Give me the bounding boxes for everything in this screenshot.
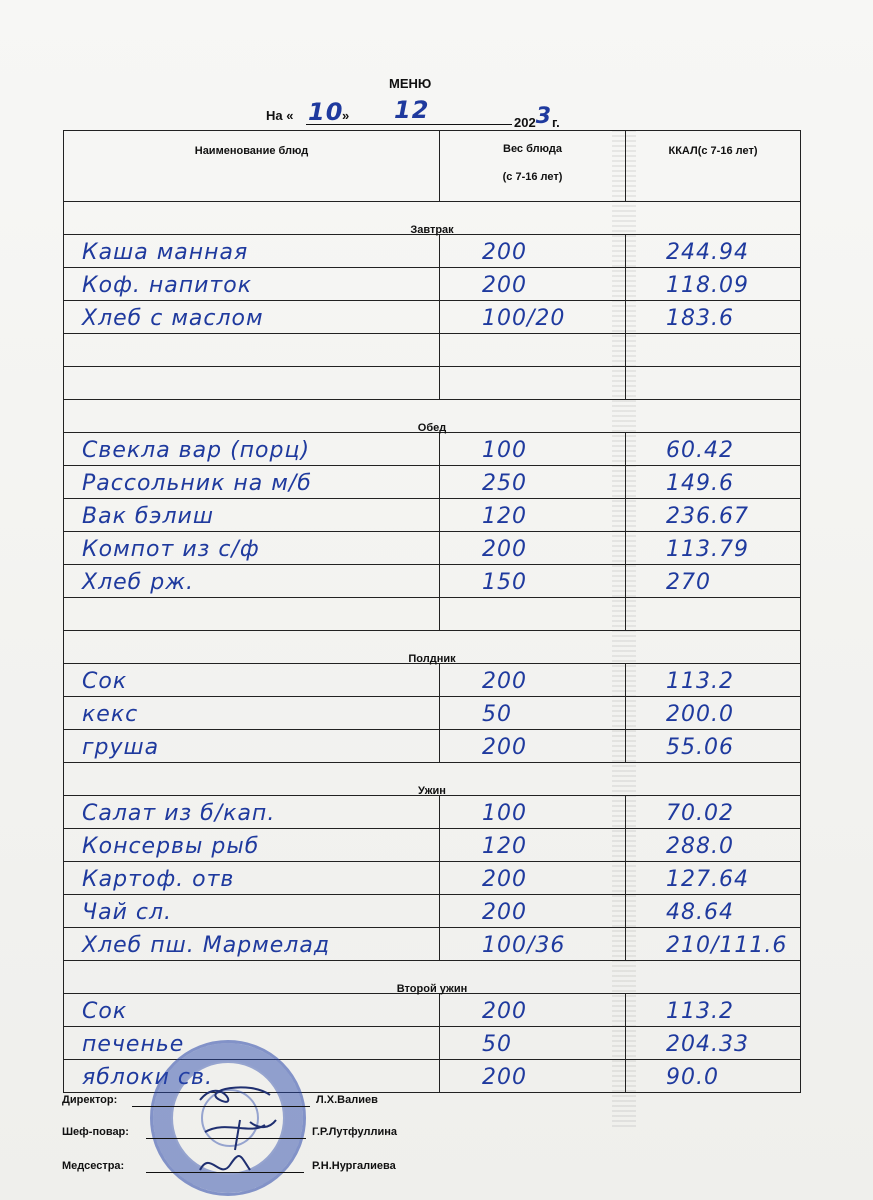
dish-name: Вак бэлиш (82, 504, 214, 529)
dish-weight: 120 (482, 504, 527, 529)
table-row (64, 1027, 801, 1060)
dish-kcal: 113.2 (666, 999, 734, 1024)
table-row (64, 862, 801, 895)
table-row (64, 829, 801, 862)
section-row (64, 961, 801, 994)
dish-name: кекс (82, 702, 139, 727)
header-kcal: ККАЛ(с 7-16 лет) (626, 131, 801, 202)
table-row (64, 235, 801, 268)
dish-weight: 100/20 (482, 306, 566, 331)
dish-weight: 120 (482, 834, 527, 859)
dish-kcal: 183.6 (666, 306, 734, 331)
dish-weight: 100 (482, 801, 527, 826)
signature-nurse: Медсестра: Р.Н.Нургалиева (62, 1160, 396, 1172)
table-header-row (64, 131, 801, 202)
dish-name: Хлеб рж. (82, 570, 195, 595)
date-line (266, 96, 586, 130)
dish-kcal: 113.79 (666, 537, 749, 562)
dish-kcal: 204.33 (666, 1032, 749, 1057)
dish-kcal: 244.94 (666, 240, 749, 265)
header-weight: Вес блюда (с 7-16 лет) (440, 131, 626, 202)
table-row (64, 301, 801, 334)
table-row (64, 598, 801, 631)
section-row (64, 631, 801, 664)
dish-kcal: 113.2 (666, 669, 734, 694)
dish-name: Консервы рыб (82, 834, 260, 859)
table-row (64, 895, 801, 928)
dish-name: Рассольник на м/б (82, 471, 312, 496)
header-name: Наименование блюд (64, 131, 440, 202)
table-row (64, 796, 801, 829)
dish-weight: 250 (482, 471, 527, 496)
dish-name: Картоф. отв (82, 867, 235, 892)
date-year: 2023г. (514, 104, 560, 130)
dish-kcal: 90.0 (666, 1065, 719, 1090)
dish-name: Свекла вар (порц) (82, 438, 311, 463)
table-row (64, 268, 801, 301)
date-month: 12 (394, 96, 430, 124)
dish-weight: 200 (482, 1065, 527, 1090)
date-prefix: На « (266, 108, 294, 123)
date-day: 10 (308, 98, 344, 126)
month-underline (356, 124, 512, 125)
dish-kcal: 48.64 (666, 900, 734, 925)
dish-weight: 200 (482, 273, 527, 298)
dish-weight: 100 (482, 438, 527, 463)
dish-kcal: 236.67 (666, 504, 749, 529)
table-row (64, 367, 801, 400)
section-row (64, 763, 801, 796)
section-title: Ужин (418, 785, 446, 797)
dish-weight: 150 (482, 570, 527, 595)
dish-name: груша (82, 735, 160, 760)
table-row (64, 334, 801, 367)
dish-name: Чай сл. (82, 900, 173, 925)
date-year-digit: 3 (535, 104, 553, 129)
dish-weight: 200 (482, 669, 527, 694)
dish-weight: 200 (482, 537, 527, 562)
table-row (64, 433, 801, 466)
dish-weight: 200 (482, 735, 527, 760)
table-row (64, 664, 801, 697)
dish-weight: 100/36 (482, 933, 566, 958)
table-row (64, 697, 801, 730)
dish-weight: 50 (482, 702, 512, 727)
dish-kcal: 127.64 (666, 867, 749, 892)
dish-weight: 200 (482, 867, 527, 892)
dish-name: Салат из б/кап. (82, 801, 276, 826)
section-title: Второй ужин (396, 983, 468, 995)
signature-director: Директор: Л.Х.Валиев (62, 1094, 378, 1106)
dish-weight: 200 (482, 240, 527, 265)
dish-weight: 200 (482, 900, 527, 925)
dish-name: Компот из с/ф (82, 537, 260, 562)
signature-chef: Шеф-повар: Г.Р.Лутфуллина (62, 1126, 397, 1138)
page-title: МЕНЮ (389, 76, 432, 91)
dish-kcal: 288.0 (666, 834, 734, 859)
dish-kcal: 60.42 (666, 438, 734, 463)
section-title: Полдник (408, 653, 456, 665)
table-row (64, 928, 801, 961)
table-row (64, 466, 801, 499)
table-row (64, 499, 801, 532)
table-row (64, 532, 801, 565)
handwritten-signatures (180, 1070, 310, 1200)
dish-kcal: 200.0 (666, 702, 734, 727)
dish-kcal: 270 (666, 570, 711, 595)
dish-name: Сок (82, 669, 128, 694)
dish-name: печенье (82, 1032, 185, 1057)
dish-kcal: 70.02 (666, 801, 734, 826)
dish-kcal: 149.6 (666, 471, 734, 496)
section-row (64, 400, 801, 433)
dish-kcal: 118.09 (666, 273, 749, 298)
section-row (64, 202, 801, 235)
section-title: Обед (417, 422, 447, 434)
dish-name: Каша манная (82, 240, 249, 265)
dish-name: Сок (82, 999, 128, 1024)
dish-name: Хлеб с маслом (82, 306, 264, 331)
table-row (64, 730, 801, 763)
dish-weight: 50 (482, 1032, 512, 1057)
dish-weight: 200 (482, 999, 527, 1024)
dish-name: Коф. напиток (82, 273, 252, 298)
date-quote-close: » (342, 108, 350, 123)
dish-kcal: 55.06 (666, 735, 734, 760)
menu-table (63, 130, 801, 1093)
dish-kcal: 210/111.6 (666, 933, 788, 958)
dish-name: яблоки св. (82, 1065, 213, 1090)
section-title: Завтрак (410, 224, 454, 236)
table-row (64, 994, 801, 1027)
table-row (64, 565, 801, 598)
dish-name: Хлеб пш. Мармелад (82, 933, 331, 958)
